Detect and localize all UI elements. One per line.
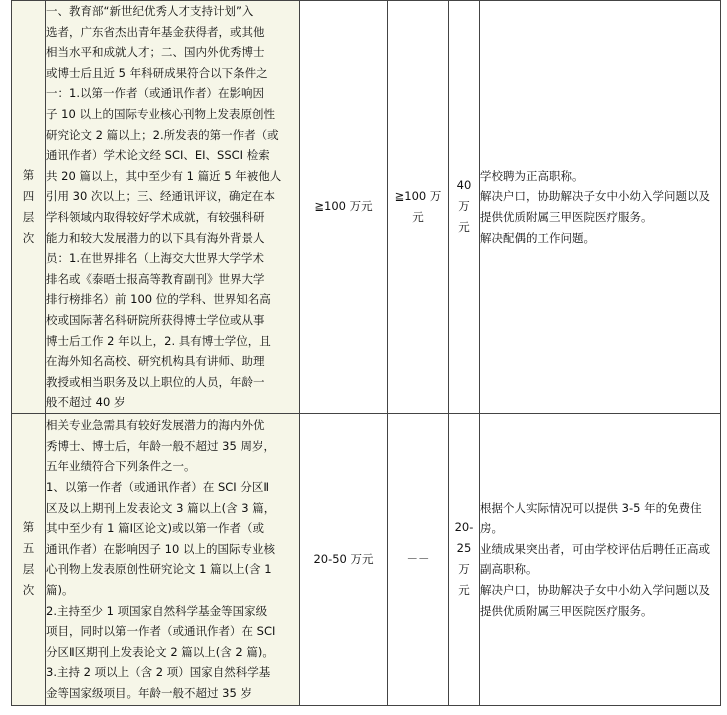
conditions-text: 一、教育部“新世纪优秀人才支持计划”入 选者，广东省杰出青年基金获得者，或其他 相当水平和成就人才；二、国内外优秀博士 或博士后且近 5 年科研成果符合以下条件之 一：1.以第一作者（或通讯作者）在影响因 子 10 以上的国际专业核心刊物上发表原创性 研究论文 2 篇以上；2.所发表的第一作者（或 通讯作者）学术论文经 SCI、EI、SSCI 检索 共 20 篇以上，其中至少有 1 篇近 5 年被他人 引用 30 次以上；三、经通讯评议，确定在本 学科领域内取得较好学术成就，有较强科研 能力和较大发展潜力的以下具有海外背景人 员：1.在世界排名（上海交大世界大学学术 排名或《泰晤士报高等教育副刊》世界大学 排行榜排名）前 100 位的学科、世界知名高 校或国际著名科研院所获得博士学位或从事 博士后工作 2 年以上，2. 具有博士学位，且 在海外知名高校、研究机构具有讲师、助理 教授或相当职务及以上职位的人员，年龄一 般不超过 40 岁 [46,4,282,410]
funding-cell [300,413,388,705]
benefit-item: 解决户口，协助解决子女中小幼入学问题以及提供优质附属三甲医院医疗服务。 [480,582,710,618]
tier-char: 层 [22,209,35,224]
benefit-item: 解决配偶的工作问题。 [480,230,595,245]
conditions-cell [46,413,300,705]
benefit-item: 学校聘为正高职称。 [480,168,584,183]
tier-label [12,413,46,705]
tier-char: 第 [22,520,35,535]
tier-char: 层 [22,562,35,577]
tier-char: 次 [22,230,35,245]
allowance-line: 25 [456,541,472,556]
allowance-cell [449,1,480,414]
funding2-cell [388,413,449,705]
talent-tiers-table [11,0,721,706]
funding2-cell [388,1,449,414]
funding2-line: 元 [412,209,424,224]
benefits-cell [480,1,721,414]
allowance-line: 万 [458,199,470,214]
funding2-line: ≧100 万 [394,188,442,203]
allowance-line: 40 [456,178,472,193]
benefits-cell [480,413,721,705]
tier-label [12,1,46,414]
benefit-item: 解决户口，协助解决子女中小幼入学问题以及提供优质附属三甲医院医疗服务。 [480,189,710,224]
allowance-line: 20- [454,520,474,535]
allowance-cell [449,413,480,705]
conditions-text: 相关专业急需具有较好发展潜力的海内外优 秀博士、博士后，年龄一般不超过 35 周岁， 五年业绩符合下列条件之一。 1、以第一作者（或通讯作者）在 SCI 分区Ⅱ 区及以上期刊上发表论文 3 篇以上(含 3 篇， 其中至少有 1 篇Ⅰ区论文)或以第一作者（或 通讯作者）在影响因子 10 以上的国际专业核 心刊物上发表原创性研究论文 1 篇以上(含 1 篇)。 2.主持至少 1 项国家自然科学基金等国家级 项目，同时以第一作者（或通讯作者）在 SCI 分区Ⅱ区期刊上发表论文 2 篇以上(含 2 篇)。 3.主持 2 项以上（含 2 项）国家自然科学基 金等国家级项目。年龄一般不超过 35 岁 [46,418,276,700]
allowance-line: 元 [458,583,470,598]
table-row [12,1,721,414]
funding2-line: －－ [406,551,430,566]
tier-char: 五 [22,541,35,556]
funding-value: ≧100 万元 [314,199,373,214]
tier-char: 第 [22,167,35,182]
benefit-item: 根据个人实际情况可以提供 3-5 年的免费住房。 [480,500,702,536]
table-row [12,413,721,705]
funding-cell [300,1,388,414]
funding-value: 20-50 万元 [313,551,374,566]
tier-char: 四 [22,188,35,203]
allowance-line: 元 [458,220,470,235]
allowance-line: 万 [458,562,470,577]
benefit-item: 业绩成果突出者，可由学校评估后聘任正高或副高职称。 [480,541,710,577]
tier-char: 次 [22,583,35,598]
conditions-cell [46,1,300,414]
